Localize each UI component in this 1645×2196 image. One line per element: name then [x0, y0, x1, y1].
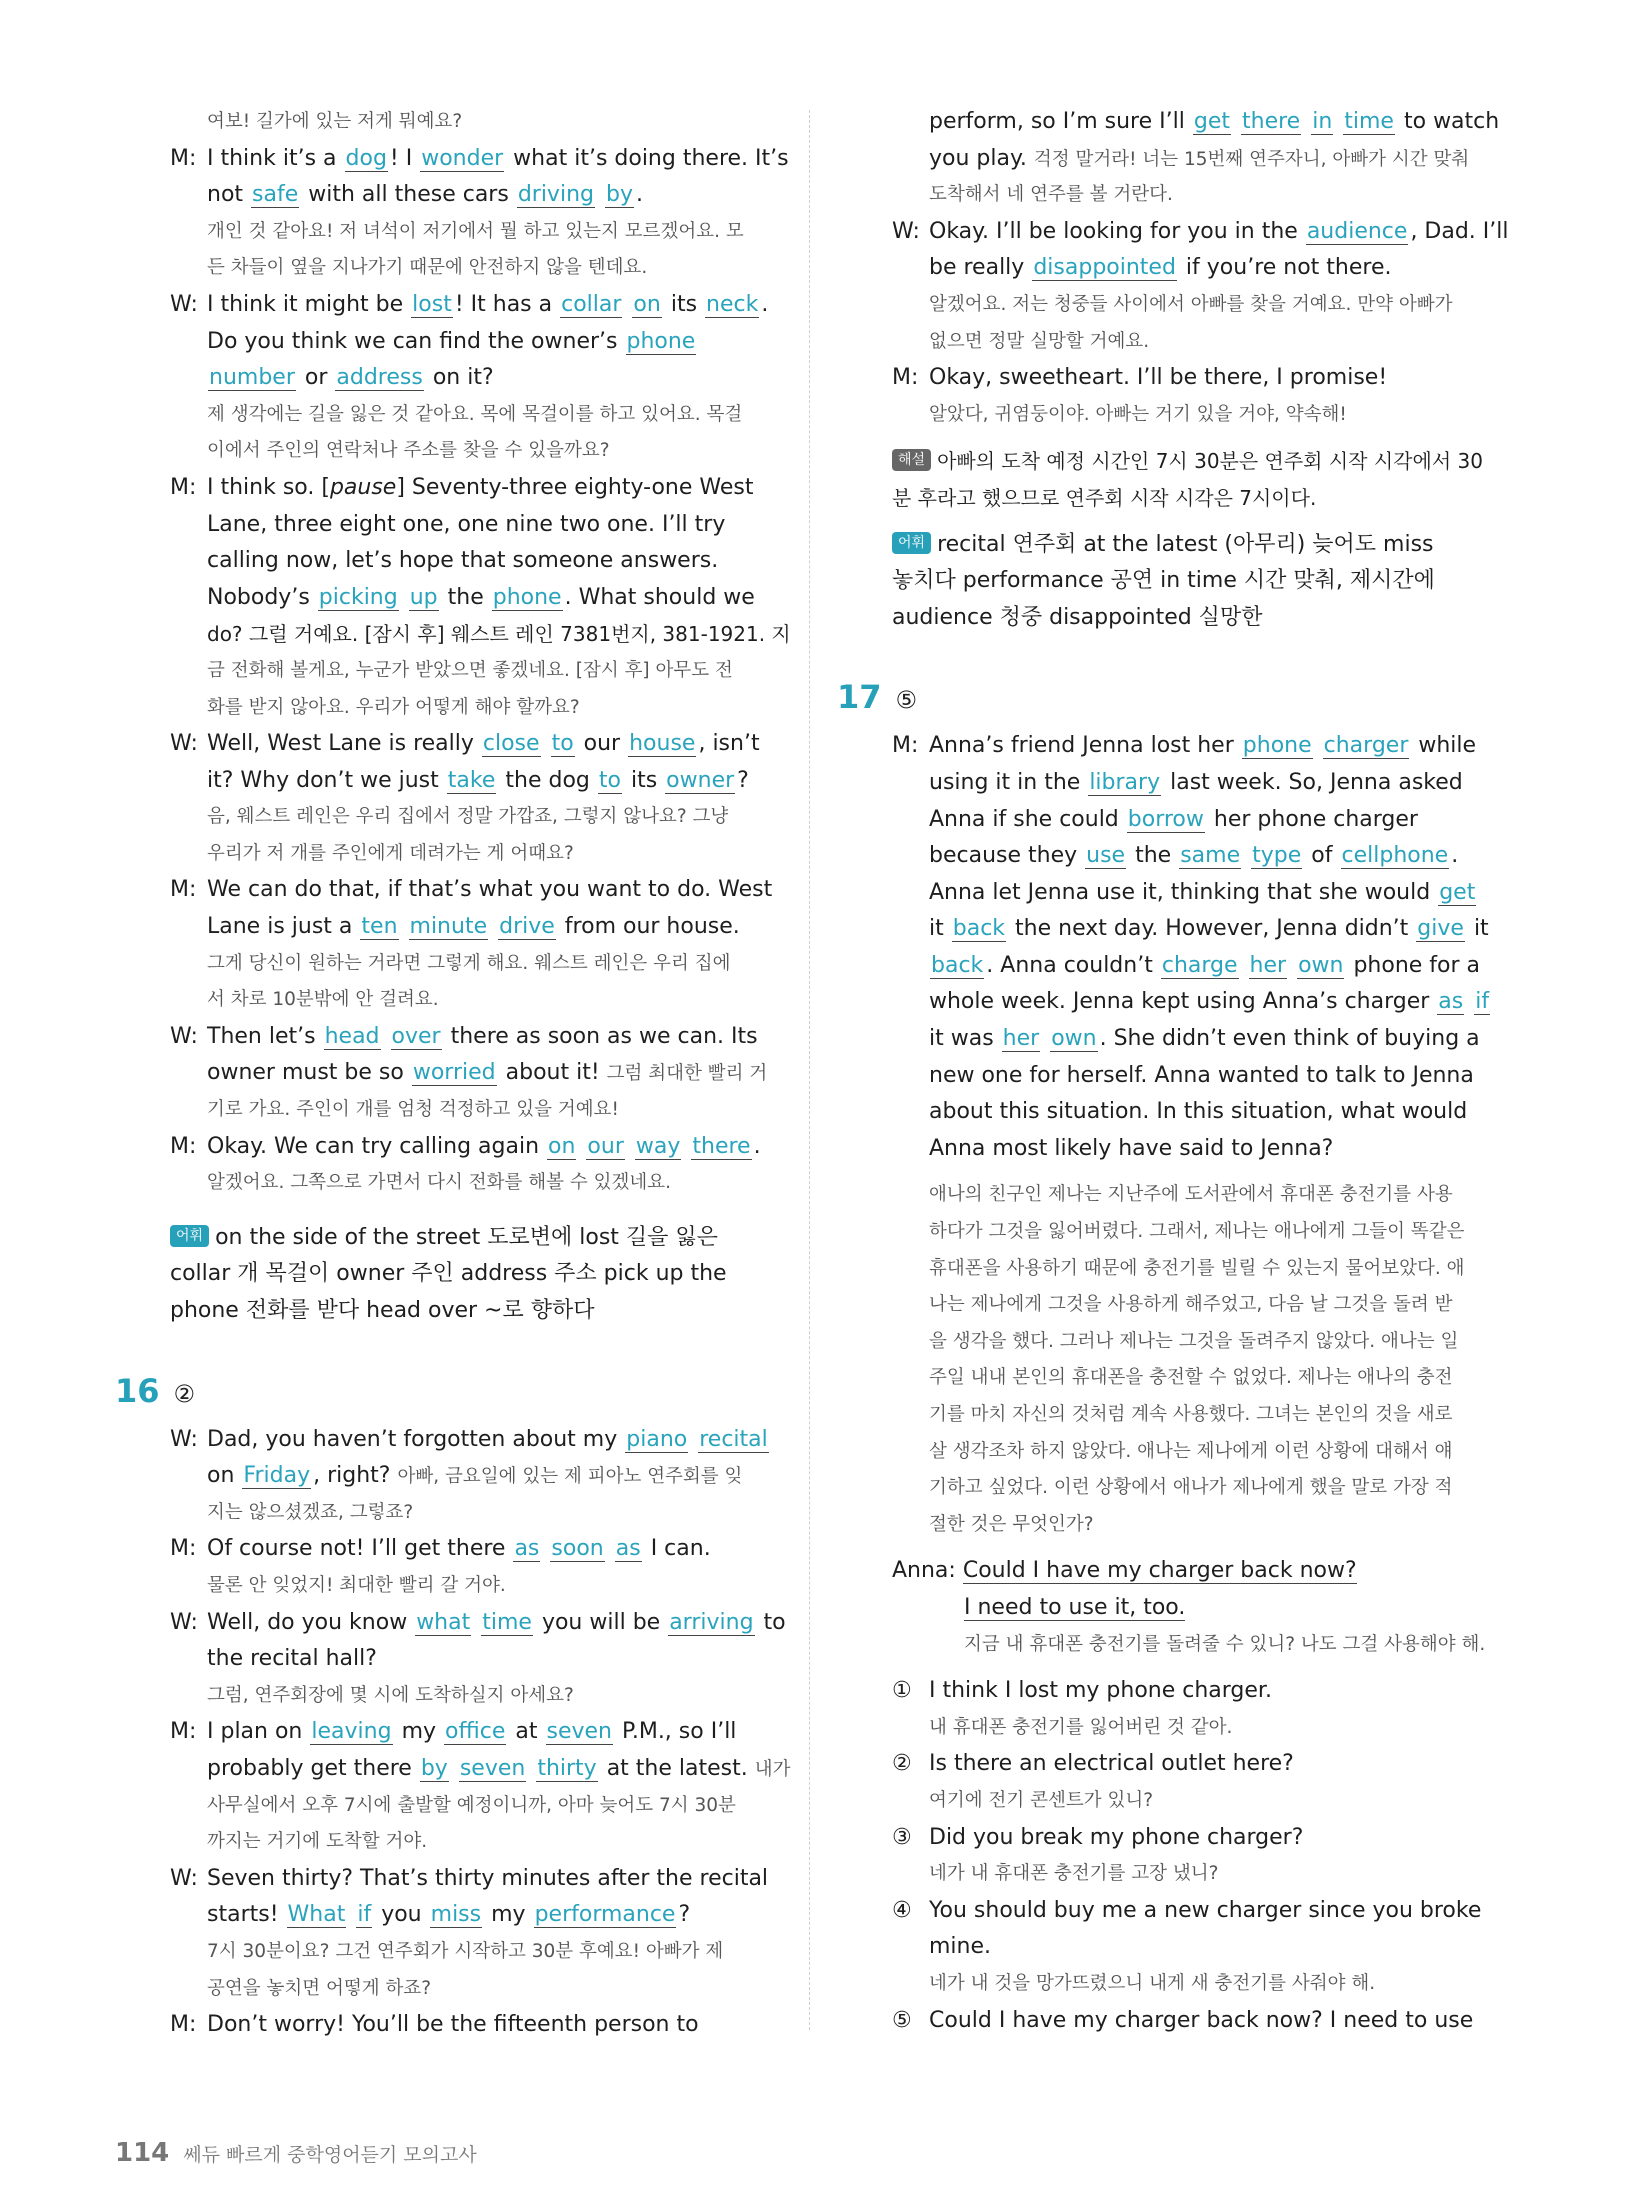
kr-line: 애나의 친구인 제나는 지난주에 도서관에서 휴대폰 충전기를 사용 — [929, 1184, 1453, 1206]
speaker-label: W: — [892, 218, 920, 244]
answer-blank: audience — [1306, 218, 1408, 244]
kr-line: 알겠어요. 그쪽으로 가면서 다시 전화를 해볼 수 있겠네요. — [207, 1172, 671, 1194]
script-line: W: Dad, you haven’t forgotten about my piano recital — [170, 1422, 790, 1459]
answer-blank: borrow — [1127, 806, 1204, 832]
answer-blank: if — [357, 1902, 372, 1928]
answer-blank: cellphone — [1341, 843, 1449, 869]
page-number: 114 — [115, 2138, 170, 2168]
explanation-tag: 해설 — [892, 449, 931, 471]
page-footer — [115, 2133, 477, 2173]
answer-blank: close — [482, 731, 540, 757]
answer-blank: ten — [361, 914, 398, 940]
kr-line: 사무실에서 오후 7시에 출발할 예정이니까, 아마 늦어도 7시 30분 — [207, 1794, 736, 1816]
spacer — [170, 1202, 790, 1220]
spacer — [892, 433, 1504, 443]
answer-blank: drive — [499, 914, 555, 940]
answer-sentence: I need to use it, too. — [964, 1594, 1186, 1620]
speaker-label: M: — [892, 365, 919, 391]
script-line: Lane is just a ten minute drive from our house. — [207, 914, 740, 940]
speaker-label: Anna: — [892, 1558, 956, 1584]
answer-blank: library — [1089, 769, 1161, 795]
answer-blank: as — [1438, 989, 1464, 1015]
book-title: 쎄듀 빠르게 중학영어듣기 모의고사 — [183, 2144, 477, 2166]
explanation-line: 분 후라고 했으므로 연주회 시작 시각은 7시이다. — [892, 485, 1317, 510]
script-line: do? 그럴 거예요. [잠시 후] 웨스트 레인 7381번지, 381-1921. 지 — [207, 622, 791, 647]
answer-blank: leaving — [311, 1719, 392, 1745]
question-header — [837, 676, 1504, 718]
answer-blank: worried — [412, 1060, 496, 1086]
option-translation: 네가 내 것을 망가뜨렸으니 내게 새 충전기를 사줘야 해. — [929, 1972, 1376, 1994]
answer-blank: house — [629, 731, 696, 757]
script-line: whole week. Jenna kept using Anna’s charger as if — [929, 989, 1490, 1015]
answer-blank: miss — [430, 1902, 482, 1928]
answer-blank: what — [416, 1609, 471, 1635]
script-line: W: Seven thirty? That’s thirty minutes after the recital — [170, 1861, 790, 1898]
option-line — [892, 1746, 1504, 1783]
answer-blank: dog — [345, 145, 387, 171]
kr-line: 기하고 싶었다. 이런 상황에서 애나가 제나에게 했을 말로 가장 적 — [929, 1477, 1453, 1499]
option-line — [892, 1673, 1504, 1710]
spacer — [892, 636, 1504, 676]
answer-blank: our — [587, 1133, 624, 1159]
kr-line: 7시 30분이요? 그건 연주회가 시작하고 30분 후예요! 아빠가 제 — [207, 1940, 724, 1962]
vocab-line: 놓치다 performance 공연 in time 시간 맞춰, 제시간에 — [892, 568, 1435, 594]
script-line: Anna let Jenna use it, thinking that she would get — [929, 879, 1476, 905]
answer-blank: disappointed — [1033, 255, 1176, 281]
option-translation: 내 휴대폰 충전기를 잃어버린 것 같아. — [929, 1716, 1233, 1738]
kr-line: 없으면 정말 실망할 거예요. — [929, 330, 1150, 352]
speaker-label: M: — [170, 145, 197, 171]
kr-line: 공연을 놓치면 어떻게 하죠? — [207, 1977, 432, 1999]
kr-line: 우리가 저 개를 주인에게 데려가는 게 어때요? — [207, 842, 574, 864]
answer-blank: recital — [699, 1426, 768, 1452]
script-line: it was her own . She didn’t even think of buying a — [929, 1026, 1480, 1052]
option-translation: 여기에 전기 콘센트가 있니? — [929, 1789, 1154, 1811]
answer-blank: as — [615, 1536, 641, 1562]
answer-line — [892, 1590, 1504, 1627]
answer-blank: up — [409, 584, 438, 610]
answer-blank: in — [1312, 109, 1333, 134]
answer-blank: seven — [546, 1719, 612, 1745]
answer-blank: phone — [492, 584, 562, 610]
script-line: Do you think we can find the owner’s phone — [207, 328, 696, 354]
answer-blank: number — [209, 365, 295, 391]
option-text: Did you break my phone charger? — [929, 1824, 1304, 1850]
option-line — [892, 1820, 1504, 1857]
kr-line: 하다가 그것을 잃어버렸다. 그래서, 제나는 애나에게 그들이 똑같은 — [929, 1221, 1465, 1243]
script-line: W: Okay. I’ll be looking for you in the audience , Dad. I’ll — [892, 214, 1504, 251]
option-number: ② — [892, 1751, 912, 1777]
answer-blank: Friday — [243, 1463, 311, 1489]
answer-blank: use — [1086, 843, 1126, 869]
answer-line — [892, 1553, 1504, 1590]
option-text: mine. — [929, 1934, 992, 1960]
script-line: Lane, three eight one, one nine two one. I’ll try — [207, 511, 726, 537]
kr-line: 금 전화해 볼게요, 누군가 받았으면 좋겠네요. [잠시 후] 아무도 전 — [207, 659, 733, 681]
option-number: ④ — [892, 1897, 912, 1923]
option-line — [892, 1929, 1504, 1966]
answer-blank: on — [633, 291, 661, 317]
kr-line: 제 생각에는 길을 잃은 것 같아요. 목에 목걸이를 하고 있어요. 목걸 — [207, 403, 743, 425]
kr-line: 알겠어요. 저는 청중들 사이에서 아빠를 찾을 거예요. 만약 아빠가 — [929, 293, 1453, 315]
kr-line: 개인 것 같아요! 저 녀석이 저기에서 뭘 하고 있는지 모르겠어요. 모 — [207, 220, 744, 242]
kr-line: 도착해서 네 연주를 볼 거란다. — [929, 184, 1173, 206]
answer-blank: head — [324, 1023, 380, 1049]
script-line: W: I think it might be lost ! It has a collar on its neck . — [170, 287, 790, 324]
speaker-label: M: — [170, 1536, 197, 1562]
answer-blank: performance — [534, 1902, 676, 1928]
answer-blank: time — [482, 1609, 532, 1635]
answer-blank: to — [551, 731, 574, 757]
kr-line: 든 차들이 옆을 지나가기 때문에 안전하지 않을 텐데요. — [207, 257, 648, 279]
script-line: not safe with all these cars driving by . — [207, 182, 643, 208]
kr-line: 까지는 거기에 도착할 거야. — [207, 1831, 428, 1853]
explanation-line: 해설 아빠의 도착 예정 시간인 7시 30분은 연주회 시작 시각에서 30 — [892, 443, 1504, 480]
speaker-label: M: — [892, 733, 919, 759]
answer-blank: same — [1180, 843, 1241, 869]
vocab-line: audience 청중 disappointed 실망한 — [892, 604, 1263, 630]
answer-blank: over — [391, 1023, 441, 1049]
kr-line: 이에서 주인의 연락처나 주소를 찾을 수 있을까요? — [207, 440, 610, 462]
script-line: Anna most likely have said to Jenna? — [929, 1135, 1334, 1161]
column-divider — [809, 110, 810, 2030]
answer-choice: ⑤ — [895, 686, 918, 715]
kr-line: 휴대폰을 사용하기 때문에 충전기를 빌릴 수 있는지 물어보았다. 애 — [929, 1257, 1465, 1279]
speaker-label: M: — [170, 1719, 197, 1745]
speaker-label: M: — [170, 877, 197, 903]
answer-blank: on — [548, 1133, 576, 1159]
speaker-label: W: — [170, 1865, 198, 1891]
vocab-tag: 어휘 — [170, 1225, 209, 1247]
script-line: M: Don’t worry! You’ll be the fifteenth person to — [170, 2007, 790, 2044]
question-header — [115, 1370, 790, 1412]
answer-blank: back — [931, 952, 984, 978]
option-number: ① — [892, 1678, 912, 1704]
speaker-label: M: — [170, 1133, 197, 1159]
answer-blank: as — [514, 1536, 540, 1562]
kr-line: 그럼, 연주회장에 몇 시에 도착하실지 아세요? — [207, 1684, 574, 1706]
script-line: because they use the same type of cellphone . — [929, 843, 1459, 869]
answer-blank: minute — [409, 914, 488, 940]
answer-blank: office — [445, 1719, 506, 1745]
spacer — [892, 718, 1504, 728]
script-line: it back the next day. However, Jenna didn’t give it — [929, 916, 1489, 942]
vocab-line: 어휘 on the side of the street 도로변에 lost 길을 잃은 — [170, 1220, 790, 1257]
script-line: M: Okay, sweetheart. I’ll be there, I promise! — [892, 360, 1504, 397]
kr-line: 기로 가요. 주인이 개를 엄청 걱정하고 있을 거예요! — [207, 1099, 619, 1121]
right-column — [837, 104, 1509, 2039]
left-column — [115, 104, 791, 2044]
kr-line: 화를 받지 않아요. 우리가 어떻게 해야 할까요? — [207, 696, 580, 718]
script-line: the recital hall? — [207, 1646, 377, 1672]
spacer — [892, 1543, 1504, 1553]
answer-blank: charge — [1161, 952, 1238, 978]
answer-blank: there — [692, 1133, 751, 1159]
speaker-label: W: — [170, 731, 198, 757]
kr-line: 지는 않으셨겠죠, 그렇죠? — [207, 1501, 414, 1523]
script-line: M: Of course not! I’ll get there as soon as I can. — [170, 1531, 790, 1568]
speaker-label: W: — [170, 1609, 198, 1635]
script-line: Nobody’s picking up the phone . What should we — [207, 584, 755, 610]
option-number: ⑤ — [892, 2007, 912, 2033]
script-line: M: Anna’s friend Jenna lost her phone charger while — [892, 728, 1504, 765]
kr-line: 알았다, 귀염둥이야. 아빠는 거기 있을 거야, 약속해! — [929, 403, 1347, 425]
script-line: about this situation. In this situation, what would — [929, 1099, 1468, 1125]
speaker-label: W: — [170, 291, 198, 317]
answer-blank: safe — [252, 182, 299, 208]
script-line: on Friday , right? 아빠, 금요일에 있는 제 피아노 연주회를 잊 — [207, 1463, 743, 1489]
answer-blank: driving — [517, 182, 594, 208]
option-translation: 네가 내 휴대폰 충전기를 고장 냈니? — [929, 1863, 1219, 1885]
speaker-label: W: — [170, 1023, 198, 1049]
answer-blank: seven — [459, 1755, 526, 1781]
script-line: W: Well, do you know what time you will be arriving to — [170, 1605, 790, 1642]
vocab-tag: 어휘 — [892, 532, 931, 554]
spacer — [892, 517, 1504, 527]
spacer — [892, 1167, 1504, 1177]
answer-blank: piano — [626, 1426, 688, 1452]
answer-sentence: Could I have my charger back now? — [962, 1558, 1357, 1584]
script-line: calling now, let’s hope that someone answers. — [207, 548, 719, 574]
script-line: be really disappointed if you’re not there. — [929, 255, 1392, 281]
script-line: you play. 걱정 말거라! 너는 15번째 연주자니, 아빠가 시간 맞춰 — [929, 145, 1470, 171]
option-text: Could I have my charger back now? I need to use — [929, 2007, 1474, 2033]
answer-blank: thirty — [537, 1755, 597, 1781]
script-line: W: Well, West Lane is really close to our house , isn’t — [170, 726, 790, 763]
options-list — [892, 1673, 1504, 2039]
spacer — [170, 1330, 790, 1370]
answer-blank: address — [336, 365, 423, 391]
answer-blank: her — [1249, 952, 1287, 978]
vocab-line: 어휘 recital 연주회 at the latest (아무리) 늦어도 miss — [892, 527, 1504, 564]
script-line: it? Why don’t we just take the dog to its owner ? — [207, 767, 749, 793]
kr-line: 서 차로 10분밖에 안 걸려요. — [207, 989, 439, 1011]
answer-blank: get — [1193, 109, 1230, 134]
answer-blank: soon — [551, 1536, 604, 1562]
answer-blank: What — [287, 1902, 346, 1928]
answer-blank: by — [605, 182, 633, 208]
script-line: M: I think it’s a dog ! I wonder what it’s doing there. It’s — [170, 141, 790, 178]
answer-blank: give — [1417, 916, 1464, 942]
option-line — [892, 2003, 1504, 2040]
answer-blank: there — [1242, 109, 1301, 134]
option-text: Is there an electrical outlet here? — [929, 1751, 1294, 1777]
answer-blank: collar — [561, 291, 622, 317]
question-number: 17 — [837, 678, 882, 717]
speaker-label: W: — [170, 1426, 198, 1452]
kr-line: 지금 내 휴대폰 충전기를 돌려줄 수 있니? 나도 그걸 사용해야 해. — [964, 1633, 1486, 1655]
script-line: Anna if she could borrow her phone charger — [929, 806, 1418, 832]
script-line: back . Anna couldn’t charge her own phone for a — [931, 952, 1481, 978]
script-line: W: Then let’s head over there as soon as we can. Its — [170, 1019, 790, 1056]
spacer — [892, 1663, 1504, 1673]
kr-line: 주일 내내 본인의 휴대폰을 충전할 수 없었다. 제나는 애나의 충전 — [929, 1367, 1453, 1389]
script-line: M: We can do that, if that’s what you want to do. West — [170, 872, 790, 909]
speaker-label: M: — [170, 2012, 197, 2038]
answer-blank: own — [1298, 952, 1344, 978]
option-text: You should buy me a new charger since you broke — [929, 1897, 1482, 1923]
kr-line: 음, 웨스트 레인은 우리 집에서 정말 가깝죠, 그렇지 않나요? 그냥 — [207, 806, 729, 828]
question-number: 16 — [115, 1371, 160, 1410]
answer-blank: by — [420, 1755, 448, 1781]
script-line: M: I think so. [pause] Seventy-three eighty-one West — [170, 470, 790, 507]
speaker-label: M: — [170, 474, 197, 500]
script-line: owner must be so worried about it! 그럼 최대한 빨리 거 — [207, 1060, 768, 1086]
kr-line: 여보! 길가에 있는 저게 뭐예요? — [207, 111, 463, 132]
kr-line: 살 생각조차 하지 않았다. 애나는 제나에게 이런 상황에 대해서 얘 — [929, 1440, 1453, 1462]
answer-blank: get — [1439, 879, 1476, 905]
script-line: number or address on it? — [209, 365, 494, 391]
answer-choice: ② — [173, 1379, 196, 1408]
answer-blank: charger — [1323, 733, 1409, 759]
vocab-line: collar 개 목걸이 owner 주인 address 주소 pick up the — [170, 1261, 727, 1287]
answer-blank: phone — [626, 328, 696, 354]
option-text: I think I lost my phone charger. — [929, 1678, 1272, 1704]
script-line: M: I plan on leaving my office at seven P.M., so I’ll — [170, 1714, 790, 1751]
script-line: perform, so I’m sure I’ll get there in time to watch — [929, 109, 1500, 134]
vocab-line: phone 전화를 받다 head over ~로 향하다 — [170, 1298, 595, 1323]
answer-blank: neck — [706, 291, 759, 317]
spacer — [170, 1412, 790, 1422]
answer-blank: way — [635, 1133, 681, 1159]
answer-blank: type — [1252, 843, 1302, 869]
answer-blank: if — [1475, 989, 1490, 1015]
option-line — [892, 1893, 1504, 1930]
script-line: new one for herself. Anna wanted to talk to Jenna — [929, 1062, 1474, 1088]
script-line: starts! What if you miss my performance ? — [207, 1902, 691, 1928]
answer-blank: back — [952, 916, 1006, 942]
answer-blank: lost — [412, 291, 452, 317]
kr-line: 을 생각을 했다. 그러나 제나는 그것을 돌려주지 않았다. 애나는 일 — [929, 1330, 1459, 1352]
script-line: probably get there by seven thirty at the latest. 내가 — [207, 1755, 791, 1781]
answer-blank: time — [1344, 109, 1394, 134]
answer-blank: to — [598, 767, 621, 793]
answer-blank: wonder — [421, 145, 504, 171]
answer-blank: arriving — [669, 1609, 754, 1635]
kr-line: 나는 제나에게 그것을 사용하게 해주었고, 다음 날 그것을 돌려 받 — [929, 1294, 1453, 1316]
kr-line: 물론 안 잊었지! 최대한 빨리 갈 거야. — [207, 1574, 506, 1596]
answer-blank: take — [447, 767, 496, 793]
script-line: using it in the library last week. So, Jenna asked — [929, 769, 1463, 795]
kr-line: 절한 것은 무엇인가? — [929, 1513, 1094, 1535]
kr-line: 그게 당신이 원하는 거라면 그렇게 해요. 웨스트 레인은 우리 집에 — [207, 952, 731, 974]
script-line: M: Okay. We can try calling again on our way there . — [170, 1129, 790, 1166]
option-number: ③ — [892, 1824, 912, 1850]
answer-blank: owner — [666, 767, 735, 793]
answer-blank: picking — [318, 584, 398, 610]
answer-blank: phone — [1242, 733, 1312, 759]
kr-line: 기를 마치 자신의 것처럼 계속 사용했다. 그녀는 본인의 것을 새로 — [929, 1404, 1453, 1425]
answer-blank: her — [1002, 1026, 1040, 1052]
answer-blank: own — [1051, 1026, 1097, 1052]
